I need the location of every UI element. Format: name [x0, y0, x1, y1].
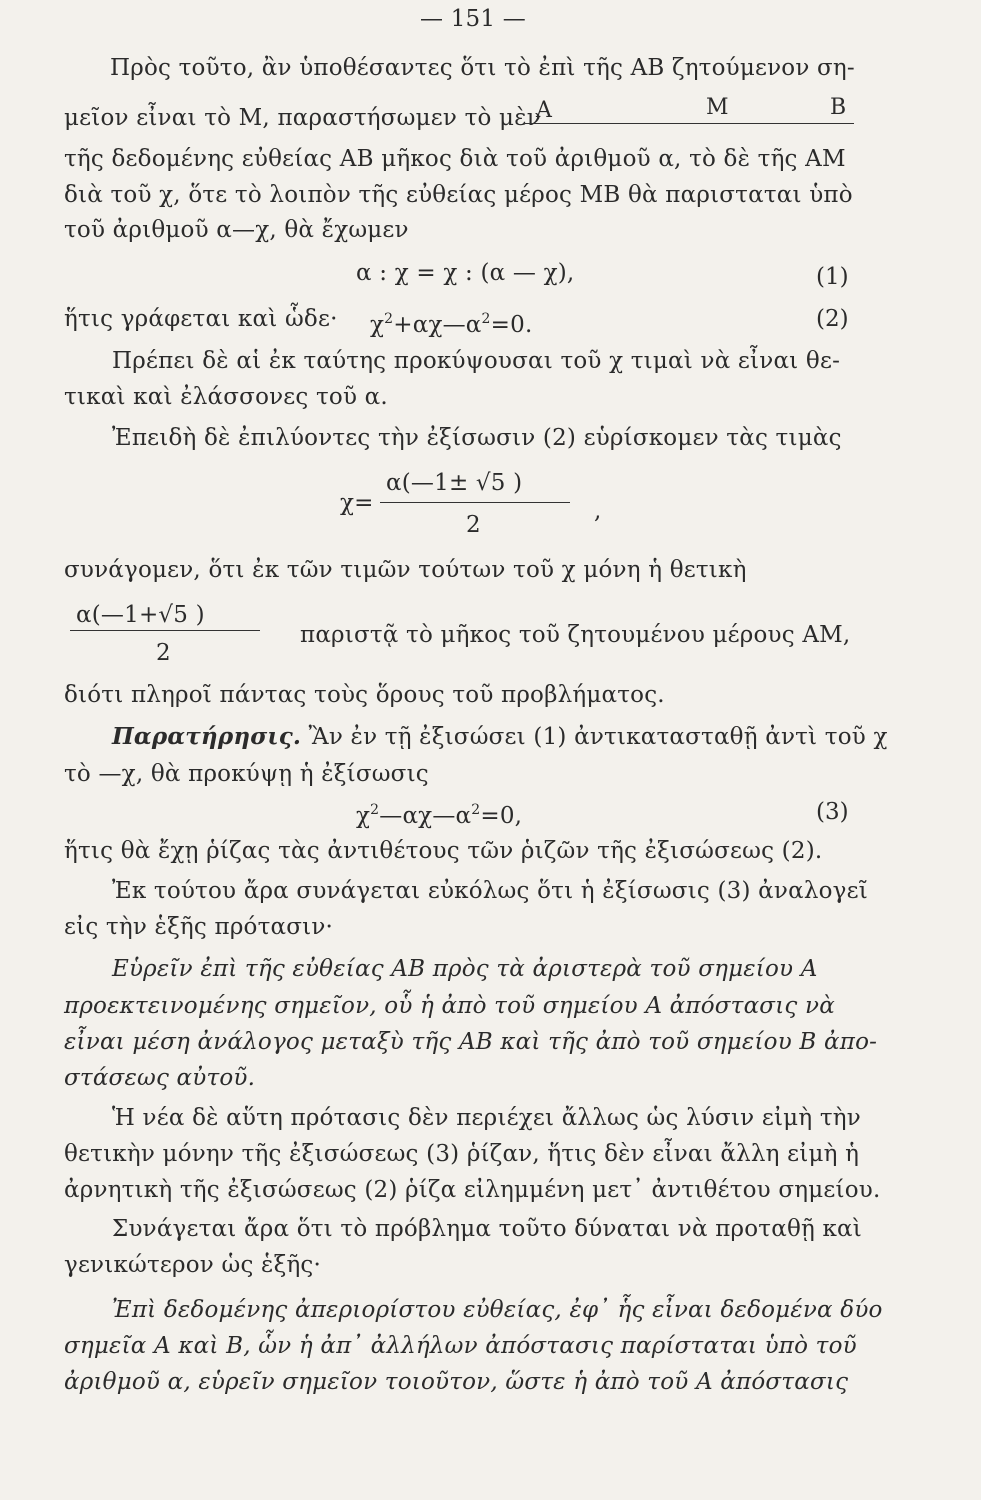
para12-line1: Ἐπὶ δεδομένης ἀπεριορίστου εὐθείας, ἐφ᾽ ἧς εἶναι δεδομένα δύο [112, 1297, 883, 1323]
fraction1-numerator: α(—1± √5 ) [386, 470, 523, 496]
para10-line3: ἀρνητικὴ τῆς ἐξισώσεως (2) ῥίζα εἰλημμένη μετ᾽ ἀντιθέτου σημείου. [64, 1177, 881, 1203]
equation-1-number: (1) [816, 264, 849, 290]
equation-3: $\chi^2—\alpha\chi—\alpha^2=0$, [356, 802, 523, 829]
para4-line1: συνάγομεν, ὅτι ἐκ τῶν τιμῶν τούτων τοῦ χ μόνη ἡ θετικὴ [64, 557, 747, 583]
fraction1-bar [380, 502, 570, 503]
equation-1: α : χ = χ : (α — χ), [356, 260, 575, 286]
fraction2-denominator: 2 [156, 640, 171, 666]
para1-line3: τῆς δεδομένης εὐθείας ΑΒ μῆκος διὰ τοῦ ἀριθμοῦ α, τὸ δὲ τῆς ΑΜ [64, 146, 846, 172]
equation-2-number: (2) [816, 306, 849, 332]
remark-label: Παρατήρησις. [112, 723, 302, 750]
para1-line5: τοῦ ἀριθμοῦ α—χ, θὰ ἔχωμεν [64, 217, 409, 243]
para3-line1: Ἐπειδὴ δὲ ἐπιλύοντες τὴν ἐξίσωσιν (2) εὑρίσκομεν τὰς τιμὰς [112, 425, 842, 451]
fraction1-lhs: χ= [340, 490, 374, 516]
para1-line2: μεῖον εἶναι τὸ Μ, παραστήσωμεν τὸ μὲν [64, 105, 541, 131]
segment-label-b: B [830, 95, 847, 120]
para11-line2: γενικώτερον ὡς ἑξῆς· [64, 1252, 322, 1278]
para1-line1: Πρὸς τοῦτο, ἂν ὑποθέσαντες ὅτι τὸ ἐπὶ τῆς ΑΒ ζητούμενον ση- [110, 55, 855, 81]
para6-line1: Παρατήρησις. Ἂν ἐν τῇ ἐξισώσει (1) ἀντικατασταθῇ ἀντὶ τοῦ χ [112, 723, 888, 750]
fraction2-bar [70, 630, 260, 631]
para9-line3: εἶναι μέση ἀνάλογος μεταξὺ τῆς ΑΒ καὶ τῆς ἀπὸ τοῦ σημείου Β ἀπο- [64, 1029, 878, 1055]
segment-label-m: M [706, 95, 729, 120]
para9-line1: Εὑρεῖν ἐπὶ τῆς εὐθείας ΑΒ πρὸς τὰ ἀριστερὰ τοῦ σημείου Α [112, 956, 818, 982]
equation-3-number: (3) [816, 799, 849, 825]
para1-line4: διὰ τοῦ χ, ὅτε τὸ λοιπὸν τῆς εὐθείας μέρος ΜΒ θὰ παρισταται ὑπὸ [64, 182, 853, 208]
para5-line1: διότι πληροῖ πάντας τοὺς ὅρους τοῦ προβλήματος. [64, 682, 665, 708]
fraction1-comma: , [594, 498, 602, 524]
para12-line3: ἀριθμοῦ α, εὑρεῖν σημεῖον τοιοῦτον, ὥστε ἡ ἀπὸ τοῦ Α ἀπόστασις [64, 1369, 849, 1395]
para10-line2: θετικὴν μόνην τῆς ἐξισώσεως (3) ῥίζαν, ἥτις δὲν εἶναι ἄλλη εἰμὴ ἡ [64, 1141, 860, 1167]
page-number: — 151 — [420, 6, 526, 32]
fraction2-text: παριστᾷ τὸ μῆκος τοῦ ζητουμένου μέρους ΑΜ, [300, 622, 851, 648]
equation-2: $\chi^2+\alpha\chi—\alpha^2=0$. [370, 311, 533, 338]
segment-line [524, 123, 854, 124]
para2-line1: Πρέπει δὲ αἱ ἐκ ταύτης προκύψουσαι τοῦ χ τιμαὶ νὰ εἶναι θε- [112, 348, 841, 374]
para7-line1: ἥτις θὰ ἔχῃ ῥίζας τὰς ἀντιθέτους τῶν ῥιζῶν τῆς ἐξισώσεως (2). [64, 838, 823, 864]
para11-line1: Συνάγεται ἄρα ὅτι τὸ πρόβλημα τοῦτο δύναται νὰ προταθῇ καὶ [112, 1216, 863, 1242]
segment-label-a: A [536, 98, 553, 123]
para12-line2: σημεῖα Α καὶ Β, ὧν ἡ ἀπ᾽ ἀλλήλων ἀπόστασις παρίσταται ὑπὸ τοῦ [64, 1333, 857, 1359]
para8-line1: Ἐκ τούτου ἄρα συνάγεται εὐκόλως ὅτι ἡ ἐξίσωσις (3) ἀναλογεῖ [112, 878, 868, 904]
para2-line2: τικαὶ καὶ ἐλάσσονες τοῦ α. [64, 384, 388, 410]
para9-line2: προεκτεινομένης σημεῖον, οὗ ἡ ἀπὸ τοῦ σημείου Α ἀπόστασις νὰ [64, 993, 835, 1019]
equation-2-lead: ἥτις γράφεται καὶ ὧδε· [64, 306, 338, 332]
para9-line4: στάσεως αὐτοῦ. [64, 1065, 256, 1091]
fraction1-denominator: 2 [466, 512, 481, 538]
para8-line2: εἰς τὴν ἑξῆς πρότασιν· [64, 914, 334, 940]
para10-line1: Ἡ νέα δὲ αὕτη πρότασις δὲν περιέχει ἄλλως ὡς λύσιν εἰμὴ τὴν [112, 1105, 861, 1131]
fraction2-numerator: α(—1+√5 ) [76, 602, 205, 628]
para6-line2: τὸ —χ, θὰ προκύψῃ ἡ ἐξίσωσις [64, 761, 429, 787]
